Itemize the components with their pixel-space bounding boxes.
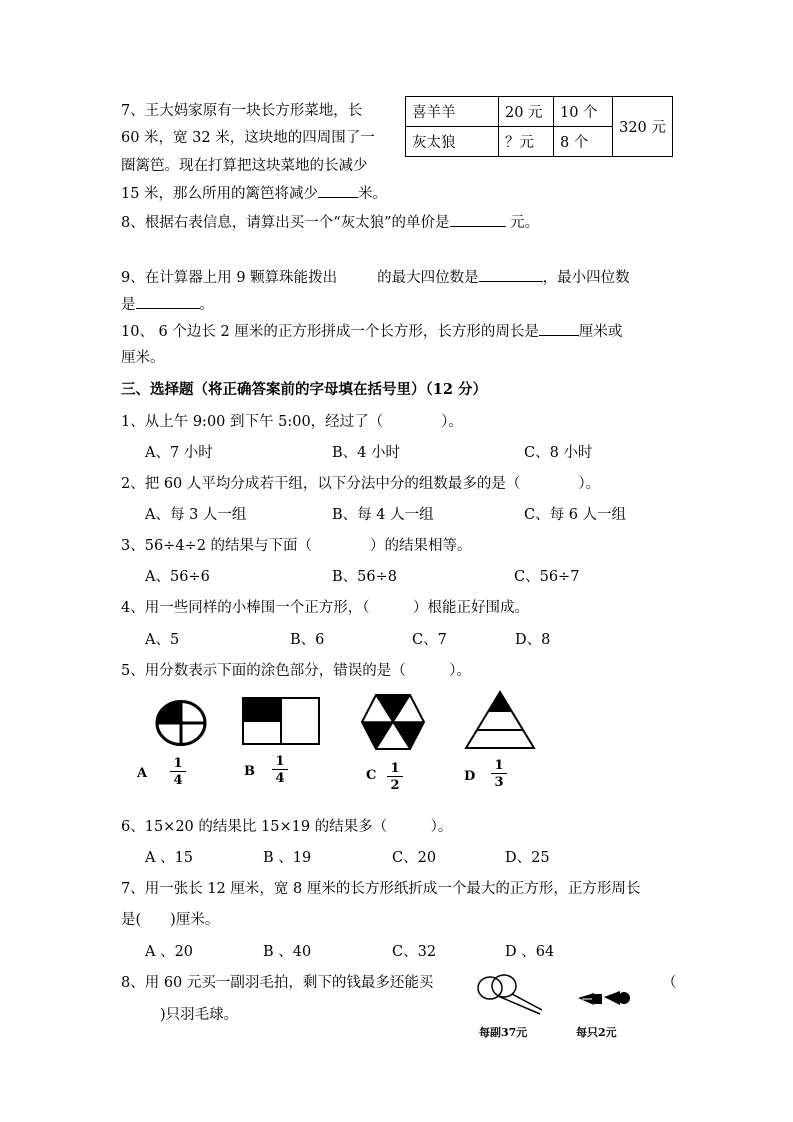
- q7-option-d[interactable]: D 、64: [505, 944, 555, 960]
- fraction-denominator: 2: [390, 778, 400, 793]
- q6-option-c[interactable]: C、20: [392, 850, 437, 866]
- table-row: [406, 97, 673, 127]
- choice-q6: 6、15×20 的结果比 15×19 的结果多（ ）。: [121, 819, 453, 835]
- section-title: 三、选择题（将正确答案前的字母填在括号里）（12 分）: [121, 381, 487, 398]
- fraction-numerator: 1: [387, 761, 403, 777]
- shuttlecock-icon: [576, 988, 632, 1010]
- q7-answer-blank[interactable]: [318, 183, 358, 198]
- q7-line4: [121, 183, 387, 204]
- q8-pre: 8、根据右表信息，请算出买一个“灰太狼”的单价是: [121, 215, 450, 231]
- q9-line2: [121, 294, 214, 315]
- q2-option-b[interactable]: B、每 4 人一组: [332, 507, 434, 523]
- table-cell: 喜羊羊: [406, 97, 499, 127]
- triangle-figure[interactable]: [464, 690, 536, 750]
- fraction-numerator: 1: [272, 754, 288, 770]
- q7-line4-post: 米。: [358, 186, 388, 202]
- q2-option-c[interactable]: C、每 6 人一组: [524, 507, 627, 523]
- q9-mid: 的最大四位数是: [377, 270, 479, 286]
- choice-q5: 5、用分数表示下面的涂色部分，错误的是（ ）。: [121, 663, 471, 679]
- table-cell: 灰太狼: [406, 127, 499, 157]
- table-cell: 10 个: [554, 97, 613, 127]
- q6-option-d[interactable]: D、25: [505, 850, 550, 866]
- q1-option-a[interactable]: A、7 小时: [145, 445, 213, 461]
- q6-option-b[interactable]: B 、19: [263, 850, 312, 866]
- figure-d-letter: D: [464, 769, 476, 784]
- q7-option-a[interactable]: A 、20: [145, 944, 194, 960]
- racket-price-caption: 每副37元: [479, 1026, 528, 1039]
- q3-option-c[interactable]: C、56÷7: [514, 569, 580, 585]
- q4-option-c[interactable]: C、7: [412, 632, 447, 648]
- q9-max-blank[interactable]: [479, 267, 543, 282]
- figure-a-letter: A: [137, 766, 148, 781]
- choice-q7-line1: 7、用一张长 12 厘米，宽 8 厘米的长方形纸折成一个最大的正方形，正方形周长: [121, 881, 641, 897]
- fraction-denominator: 4: [275, 771, 285, 786]
- q7-line2: 60 米，宽 32 米，这块地的四周围了一: [121, 130, 375, 146]
- figure-b-fraction: [272, 754, 288, 787]
- q8-line: [121, 212, 539, 233]
- fraction-denominator: 4: [173, 773, 183, 788]
- q8-post: 元。: [505, 215, 540, 231]
- figure-c-fraction: [387, 761, 403, 794]
- q9-line2-post: 。: [199, 297, 214, 313]
- q9-line2-pre: 是: [121, 297, 136, 313]
- fraction-numerator: 1: [491, 758, 507, 774]
- figure-a-fraction: [170, 756, 186, 789]
- q8-paren-open: （: [662, 975, 677, 991]
- q7-option-c[interactable]: C、32: [392, 944, 437, 960]
- hexagon-figure[interactable]: [360, 693, 426, 751]
- shuttlecock-price-caption: 每只2元: [576, 1026, 617, 1039]
- choice-q1: 1、从上午 9:00 到下午 5:00，经过了（ ）。: [121, 414, 463, 430]
- table-cell: 8 个: [554, 127, 613, 157]
- choice-q7-line2: 是( )厘米。: [121, 912, 220, 928]
- q8-answer-blank[interactable]: [450, 212, 506, 227]
- choice-q3: 3、56÷4÷2 的结果与下面（ ）的结果相等。: [121, 538, 472, 554]
- q10-pre: 10、 6 个边长 2 厘米的正方形拼成一个长方形，长方形的周长是: [121, 324, 539, 340]
- choice-q4: 4、用一些同样的小棒围一个正方形，（ ）根能正好围成。: [121, 600, 529, 616]
- q2-option-a[interactable]: A、每 3 人一组: [145, 507, 247, 523]
- q3-option-b[interactable]: B、56÷8: [332, 569, 397, 585]
- q10-answer-blank[interactable]: [539, 321, 579, 336]
- q6-option-a[interactable]: A 、15: [145, 850, 194, 866]
- q1-option-b[interactable]: B、4 小时: [332, 445, 400, 461]
- figure-d-fraction: [491, 758, 507, 791]
- price-table: [405, 96, 673, 157]
- figure-b-letter: B: [244, 764, 255, 779]
- badminton-racket-icon: [474, 972, 550, 1024]
- q4-option-a[interactable]: A、5: [145, 632, 180, 648]
- q10-line2: 厘米。: [121, 350, 165, 366]
- q10-post: 厘米或: [578, 324, 623, 340]
- q7-line1: 7、王大妈家原有一块长方形菜地，长: [121, 103, 363, 119]
- table-total: 320 元: [613, 97, 673, 157]
- figure-c-letter: C: [366, 768, 377, 783]
- q4-option-b[interactable]: B、6: [290, 632, 325, 648]
- table-cell: 20 元: [499, 97, 554, 127]
- q7-line4-pre: 15 米，那么所用的篱笆将减少: [121, 186, 319, 202]
- table-cell: ？元: [499, 127, 554, 157]
- q9-post: ，最小四位数: [542, 270, 630, 286]
- fraction-denominator: 3: [494, 775, 504, 790]
- q9-pre: 9、在计算器上用 9 颗算珠能拨出: [121, 270, 338, 286]
- choice-q2: 2、把 60 人平均分成若干组，以下分法中分的组数最多的是（ ）。: [121, 476, 601, 492]
- circle-quarters-figure[interactable]: [154, 698, 208, 748]
- q7-option-b[interactable]: B 、40: [263, 944, 312, 960]
- q9-min-blank[interactable]: [136, 294, 200, 309]
- choice-q8-line2: )只羽毛球。: [160, 1007, 239, 1023]
- q3-option-a[interactable]: A、56÷6: [145, 569, 210, 585]
- q7-line3: 圈篱笆。现在打算把这块菜地的长减少: [121, 158, 368, 174]
- q9-line1: [121, 267, 630, 288]
- q4-option-d[interactable]: D、8: [515, 632, 551, 648]
- fraction-numerator: 1: [170, 756, 186, 772]
- rectangle-quarters-figure[interactable]: [242, 697, 320, 745]
- choice-q8-line1: 8、用 60 元买一副羽毛拍，剩下的钱最多还能买: [121, 975, 434, 991]
- q1-option-c[interactable]: C、8 小时: [524, 445, 593, 461]
- q10-line1: [121, 321, 622, 342]
